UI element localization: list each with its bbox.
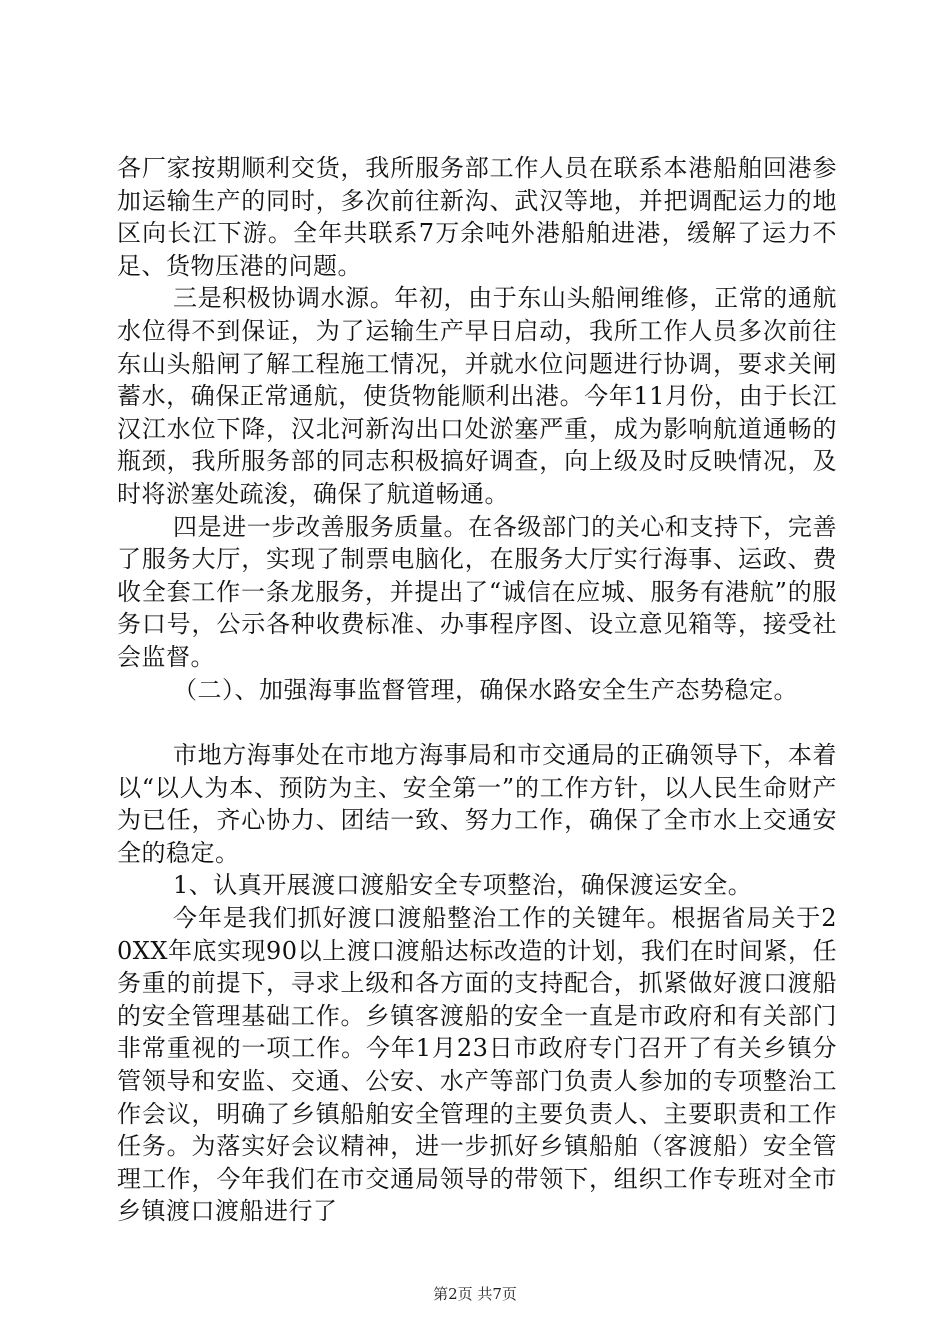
blank-line	[117, 706, 837, 739]
paragraph-continuation: 各厂家按期顺利交货，我所服务部工作人员在联系本港船舶回港参加运输生产的同时，多次前往新沟、武汉等地，并把调配运力的地区向长江下游。全年共联系7万余吨外港船舶进港，缓解了运力不足、货物压港的问题。	[117, 154, 837, 280]
document-body	[117, 152, 837, 1228]
paragraph-key-year: 今年是我们抓好渡口渡船整治工作的关键年。根据省局关于20XX年底实现90以上渡口渡船达标改造的计划，我们在时间紧，任务重的前提下，寻求上级和各方面的支持配合，抓紧做好渡口渡船的安全管理基础工作。乡镇客渡船的安全一直是市政府和有关部门非常重视的一项工作。今年1月23日市政府专门召开了有关乡镇分管领导和安监、交通、公安、水产等部门负责人参加的专项整治工作会议，明确了乡镇船舶安全管理的主要负责人、主要职责和工作任务。为落实好会议精神，进一步抓好乡镇船舶（客渡船）安全管理工作，今年我们在市交通局领导的带领下，组织工作专班对全市乡镇渡口渡船进行了	[117, 904, 837, 1226]
paragraph-service-quality: 四是进一步改善服务质量。在各级部门的关心和支持下，完善了服务大厅，实现了制票电脑化，在服务大厅实行海事、运政、费收全套工作一条龙服务，并提出了“诚信在应城、服务有港航”的服务口号，公示各种收费标准、办事程序图、设立意见箱等，接受社会监督。	[117, 512, 837, 671]
section-heading-maritime: （二）、加强海事监督管理，确保水路安全生产态势稳定。	[173, 675, 798, 704]
paragraph-maritime-office: 市地方海事处在市地方海事局和市交通局的正确领导下，本着以“以人为本、预防为主、安全第一”的工作方针，以人民生命财产为已任，齐心协力、团结一致、努力工作，确保了全市水上交通安全的稳定。	[117, 741, 837, 867]
page-number-footer: 第2页 共7页	[433, 1285, 517, 1303]
subheading-ferry-rectification: 1、认真开展渡口渡船安全专项整治，确保渡运安全。	[173, 871, 753, 900]
paragraph-water-source: 三是积极协调水源。年初，由于东山头船闸维修，正常的通航水位得不到保证，为了运输生产早日启动，我所工作人员多次前往东山头船闸了解工程施工情况，并就水位问题进行协调，要求关闸蓄水，确保正常通航，使货物能顺利出港。今年11月份，由于长江汉江水位下降，汉北河新沟出口处淤塞严重，成为影响航道通畅的瓶颈，我所服务部的同志积极搞好调查，向上级及时反映情况，及时将淤塞处疏浚，确保了航道畅通。	[117, 284, 837, 508]
